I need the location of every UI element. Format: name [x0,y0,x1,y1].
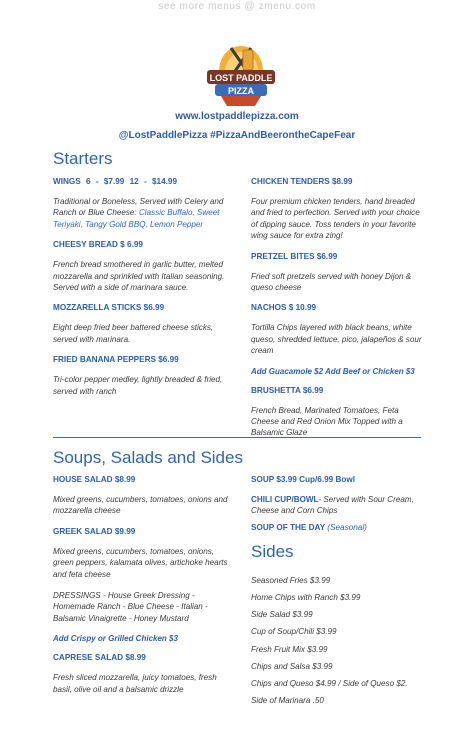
starters-left-column [53,177,229,407]
menu-item-house-salad: HOUSE SALAD $8.99 [53,475,136,484]
sides-list [251,572,423,710]
item-description-caprese-salad: Fresh sliced mozzarella, juicy tomatoes, fresh basil, olive oil and a balsamic drizzle [53,673,217,694]
sides-heading: Sides [251,541,294,561]
menu-item-nachos: NACHOS $ 10.99 [251,303,317,313]
item-description-wings [53,196,229,230]
chili-name: CHILI CUP/BOWL [251,495,319,504]
menu-item-chili [251,494,423,517]
logo-text-line2: PIZZA [228,86,254,96]
starters-heading: Starters [53,149,113,168]
watermark: see more menus @ zmenu.com [158,1,316,12]
chili-description: - Served with Sour Cream, Cheese and Corn Chips [251,495,414,516]
starters-right-column [251,177,423,449]
side-item: Cup of Soup/Chili $3.99 [251,627,337,637]
salad-addon: Add Crispy or Grilled Chicken $3 [53,634,178,644]
item-description-brushetta: French Bread, Marinated Tomatoes, Feta Cheese and Red Onion Mix Topped with a Balsamic Glaze [251,405,403,438]
menu-item-banana-peppers: FRIED BANANA PEPPERS $6.99 [53,355,179,365]
soups-right-column [251,475,423,709]
wings-flavors: Classic Buffalo, Sweet Teriyaki, Tangy Gold BBQ, Lemon Pepper [53,208,220,229]
menu-item-cheesy-bread: CHEESY BREAD $ 6.99 [53,240,143,250]
menu-item-soup-of-the-day [251,523,423,533]
side-item: Chips and Salsa $3.99 [251,661,333,671]
item-description-mozzarella-sticks: Eight deep fried beer battered cheese sticks, served with marinara. [53,323,214,344]
menu-item-chicken-tenders: CHICKEN TENDERS $8.99 [251,177,353,186]
soup-of-the-day-note: (Seasonal) [327,522,367,532]
item-description-house-salad: Mixed greens, cucumbers, tomatoes, onions and mozzarella cheese [53,495,228,516]
item-description-banana-peppers: Tri-color pepper medley, lightly breaded & fried, served with ranch [53,375,223,396]
menu-item-mozzarella-sticks: MOZZARELLA STICKS $6.99 [53,303,165,313]
side-item: Chips and Queso $4.99 / Side of Queso $2. [251,679,408,689]
side-item: Fresh Fruit Mix $3.99 [251,644,328,654]
dressings-list: DRESSINGS - House Greek Dressing - Homemade Ranch - Blue Cheese - Italian - Balsamic Vinaigrette - Honey Mustard [53,591,208,623]
lost-paddle-pizza-logo [205,44,277,110]
side-item: Side Salad $3.99 [251,610,313,620]
item-description-nachos: Tortilla Chips layered with black beans, white queso, shredded lettuce, pico, jalapeños & sour cream [251,323,422,356]
side-item: Home Chips with Ranch $3.99 [251,593,361,603]
website-link[interactable]: www.lostpaddlepizza.com [175,111,299,122]
social-handle: @LostPaddlePizza #PizzaAndBeerontheCapeFear [118,130,356,141]
item-description-cheesy-bread: French bread smothered in garlic butter, melted mozzarella and sprinkled with Italian seasoning. Served with a side of marinara sauce. [53,260,225,293]
side-item: Seasoned Fries $3.99 [251,575,331,585]
menu-item-greek-salad: GREEK SALAD $9.99 [53,526,136,536]
item-description-chicken-tenders: Four premium chicken tenders, hand breaded and fried to perfection. Served with your choice of dipping sauce. Toss tenders in your favorite wing sauce for extra zing! [251,197,420,241]
menu-item-brushetta: BRUSHETTA $6.99 [251,385,324,395]
side-item: Side of Marinara .50 [251,696,324,706]
menu-item-caprese-salad: CAPRESE SALAD $8.99 [53,653,146,663]
soups-salads-sides-heading: Soups, Salads and Sides [53,448,243,467]
menu-item-pretzel-bites: PRETZEL BITES $6.99 [251,251,338,261]
item-description-pretzel-bites: Fried soft pretzels served with honey Dijon & queso cheese [251,271,412,293]
menu-item-soup: SOUP $3.99 Cup/6.99 Bowl [251,475,356,484]
soup-of-the-day-name: SOUP OF THE DAY [251,522,326,532]
item-description-greek-salad: Mixed greens, cucumbers, tomatoes, onions, green peppers, kalamata olives, artichoke hearts and feta cheese [53,546,228,579]
wings-desc-text: Traditional or Boneless, Served with Celery and Ranch or Blue Cheese: [53,197,224,218]
section-divider [53,437,421,438]
menu-item-wings: WINGS 6 - $7.99 12 - $14.99 [53,177,178,186]
logo-text-line1: LOST PADDLE [209,73,273,83]
nachos-addon: Add Guacamole $2 Add Beef or Chicken $3 [251,366,415,376]
salads-left-column [53,475,229,705]
